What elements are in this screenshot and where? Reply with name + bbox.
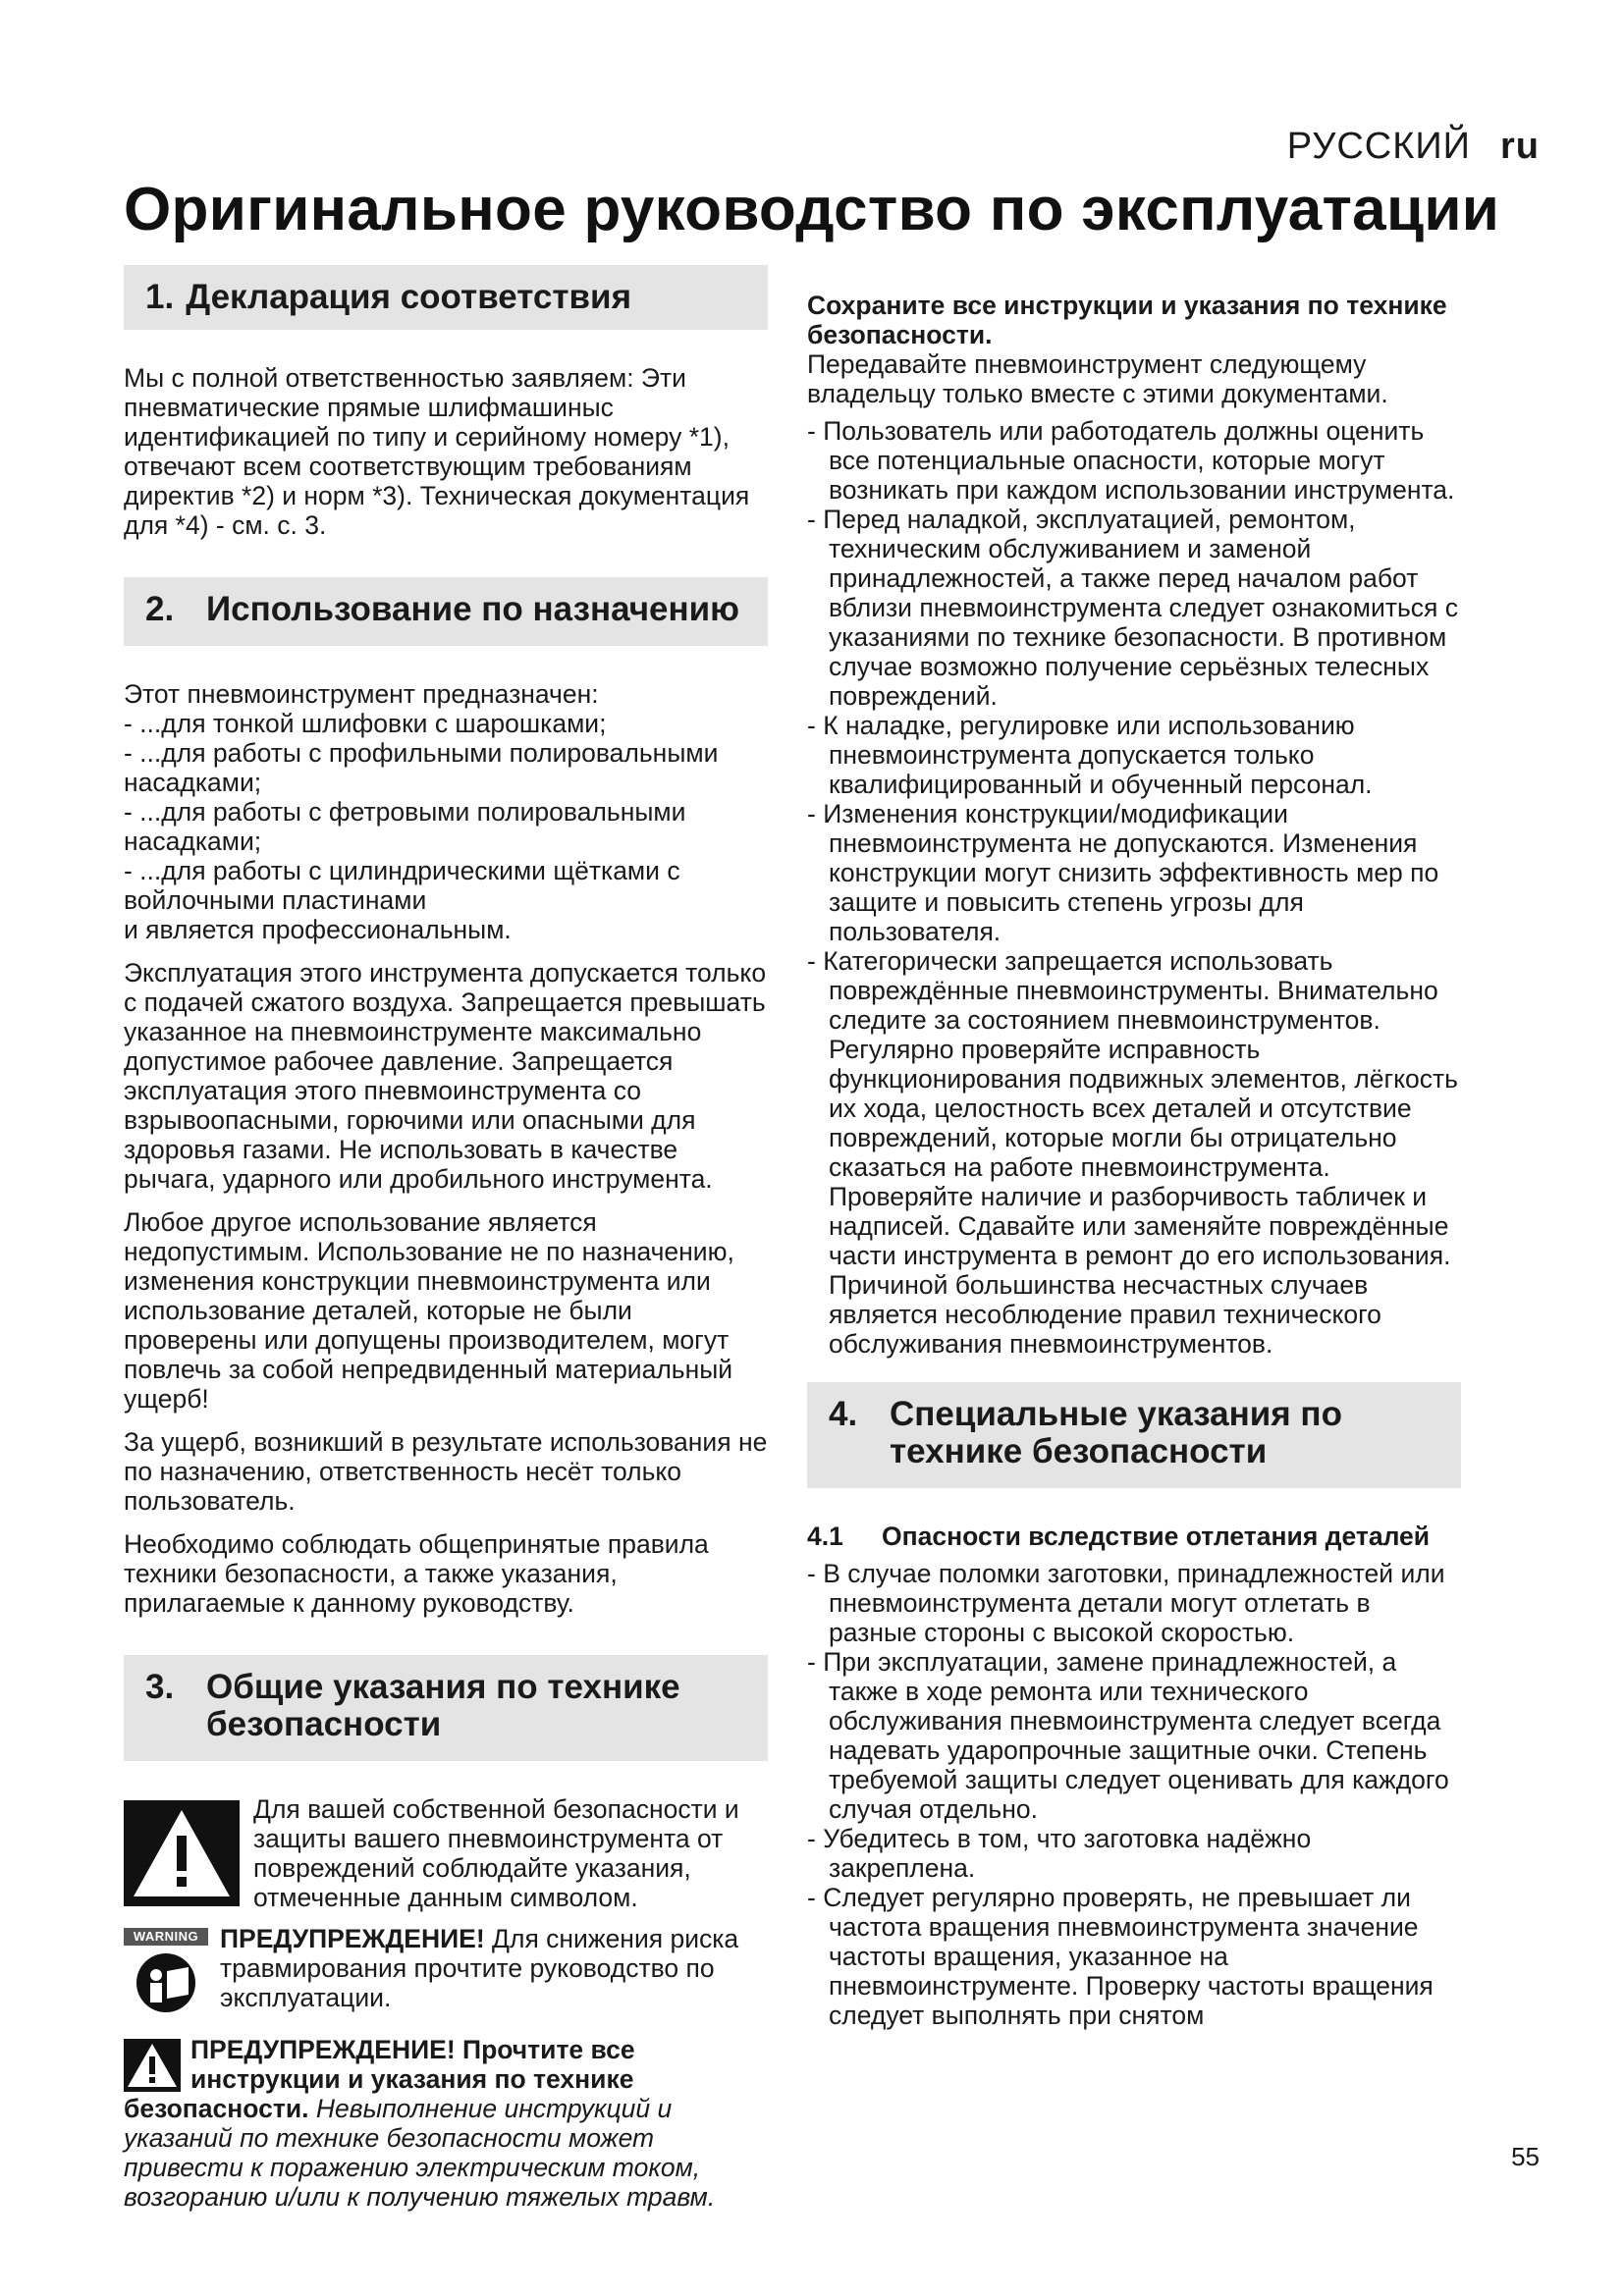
paragraph: Необходимо соблюдать общепринятые правила техники безопасности, а также указания, прилагаемые к данному руководству. [124,1529,709,1618]
warning-consequence: Невыполнение инструкций и указаний по технике безопасности может привести к поражению электрическим током, возгоранию и/или к получению тяжелых травм. [124,2094,716,2212]
list-item: - Убедитесь в том, что заготовка надёжно закреплена. [807,1824,1461,1883]
subsection-4-1-heading [807,1522,1461,1551]
flying-parts-list [807,1559,1461,2030]
right-column [807,291,1461,2044]
section-3-heading [124,1655,768,1761]
read-instructions-text [124,2035,768,2212]
save-instructions-heading: Сохраните все инструкции и указания по технике безопасности. [807,291,1447,349]
language-label: РУССКИЙ [1286,126,1471,167]
read-manual-warning [124,1924,768,2023]
section-1-heading [124,265,768,330]
list-item: - ...для работы с фетровыми полировальными насадками; [124,797,686,856]
section-title: Специальные указания по технике безопасности [890,1395,1342,1470]
list-item: - При эксплуатации, замене принадлежностей, а также в ходе ремонта или технического обслуживания пневмоинструмента следует всегда надевать ударопрочные защитные очки. Степень требуемой защиты следует оценивать для каждого случая отдельно. [807,1647,1461,1824]
subsection-title: Опасности вследствие отлетания деталей [882,1522,1431,1551]
read-manual-text [124,1924,768,2012]
section-title: Общие указания по технике безопасности [206,1668,680,1743]
list-item: и является профессиональным. [124,915,512,944]
warning-triangle-icon [124,2039,181,2092]
list-item: - Пользователь или работодатель должны оценить все потенциальные опасности, которые могут возникать при каждом использовании инструмента. [807,416,1461,505]
section-title: Использование по назначению [206,590,740,628]
read-manual-icon [124,1928,208,2023]
warning-text: Для снижения риска травмирования прочтите руководство по эксплуатации. [220,1924,739,2012]
read-all-instructions-warning [124,2035,768,2212]
section-4-heading [807,1382,1461,1488]
list-item: - Изменения конструкции/модификации пневмоинструмента не допускаются. Изменения конструкции могут снизить эффективность мер по защите и повысить степень угрозы для пользователя. [807,799,1461,946]
warning-label: ПРЕДУПРЕЖДЕНИЕ! Прочтите все инструкции и указания по технике безопасности. [124,2035,635,2123]
intended-use-intro: Этот пневмоинструмент предназначен: [124,679,599,709]
section-number: 4. [829,1395,858,1433]
section-title: Декларация соответствия [186,278,631,316]
save-instructions [807,291,1461,408]
section-2-heading [124,577,768,646]
paragraph: Эксплуатация этого инструмента допускается только с подачей сжатого воздуха. Запрещается превышать указанное на пневмоинструменте максимально допустимое рабочее давление. Запрещается эксплуатация этого пневмоинструмента со взрывоопасными, горючими или опасными для здоровья газами. Не использовать в качестве рычага, ударного или дробильного инструмента. [124,958,767,1194]
list-item: - ...для работы с цилиндрическими щётками с войлочными пластинами [124,856,680,915]
symbol-note-text: Для вашей собственной безопасности и защиты вашего пневмоинструмента от повреждений соблюдайте указания, отмеченные данным символом. [253,1794,739,1912]
page-title: Оригинальное руководство по эксплуатации [124,176,1500,243]
language-header [1287,126,1540,168]
subsection-number: 4.1 [807,1522,843,1551]
list-item: - Категорически запрещается использовать повреждённые пневмоинструменты. Внимательно следите за состоянием пневмоинструментов. Регулярно проверяйте исправность функционирования подвижных элементов, лёгкость их хода, целостность всех деталей и отсутствие повреждений, которые могли бы отрицательно сказаться на работе пневмоинструмента. Проверяйте наличие и разборчивость табличек и надписей. Сдавайте или заменяйте повреждённые части инструмента в ремонт до его использования. Причиной большинства несчастных случаев является несоблюдение правил технического обслуживания пневмоинструментов. [807,946,1461,1359]
left-column [124,265,768,2223]
list-item: - Перед наладкой, эксплуатацией, ремонтом, техническим обслуживанием и заменой принадлежностей, а также перед началом работ вблизи пневмоинструмента следует ознакомиться с указаниями по технике безопасности. В противном случае возможно получение серьёзных телесных повреждений. [807,505,1461,711]
paragraph: За ущерб, возникший в результате использования не по назначению, ответственность несёт только пользователь. [124,1427,768,1516]
warning-tag: WARNING [124,1928,208,1946]
list-item: - В случае поломки заготовки, принадлежностей или пневмоинструмента детали могут отлетать в разные стороны с высокой скоростью. [807,1559,1461,1647]
save-instructions-text: Передавайте пневмоинструмент следующему владельцу только вместе с этими документами. [807,349,1388,408]
language-code: ru [1500,126,1540,167]
warning-label: ПРЕДУПРЕЖДЕНИЕ! [220,1924,485,1953]
safety-symbol-note [124,1794,768,1912]
section-number: 3. [145,1668,175,1706]
page-number: 55 [1511,2142,1540,2171]
general-safety-list [807,416,1461,1359]
section-number: 2. [145,590,175,628]
list-item: - ...для работы с профильными полировальными насадками; [124,738,719,797]
paragraph: Любое другое использование является недопустимым. Использование не по назначению, изменения конструкции пневмоинструмента или использование деталей, которые не были проверены или допущены производителем, могут повлечь за собой непредвиденный материальный ущерб! [124,1207,734,1414]
list-item: - Следует регулярно проверять, не превышает ли частота вращения пневмоинструмента значение частоты вращения, указанное на пневмоинструменте. Проверку частоты вращения следует выполнять при снятом [807,1883,1461,2030]
warning-triangle-icon [124,1800,240,1906]
section-number: 1. [145,278,175,316]
list-item: - К наладке, регулировке или использованию пневмоинструмента допускается только квалифицированный и обученный персонал. [807,711,1461,799]
declaration-text: Мы с полной ответственностью заявляем: Эти пневматические прямые шлифмашиныс идентификацией по типу и серийному номеру *1), отвечают всем соответствующим требованиям директив *2) и норм *3). Техническая документация для *4) - см. с. 3. [124,363,750,540]
intended-use-list [124,709,768,944]
list-item: - ...для тонкой шлифовки с шарошками; [124,709,607,738]
